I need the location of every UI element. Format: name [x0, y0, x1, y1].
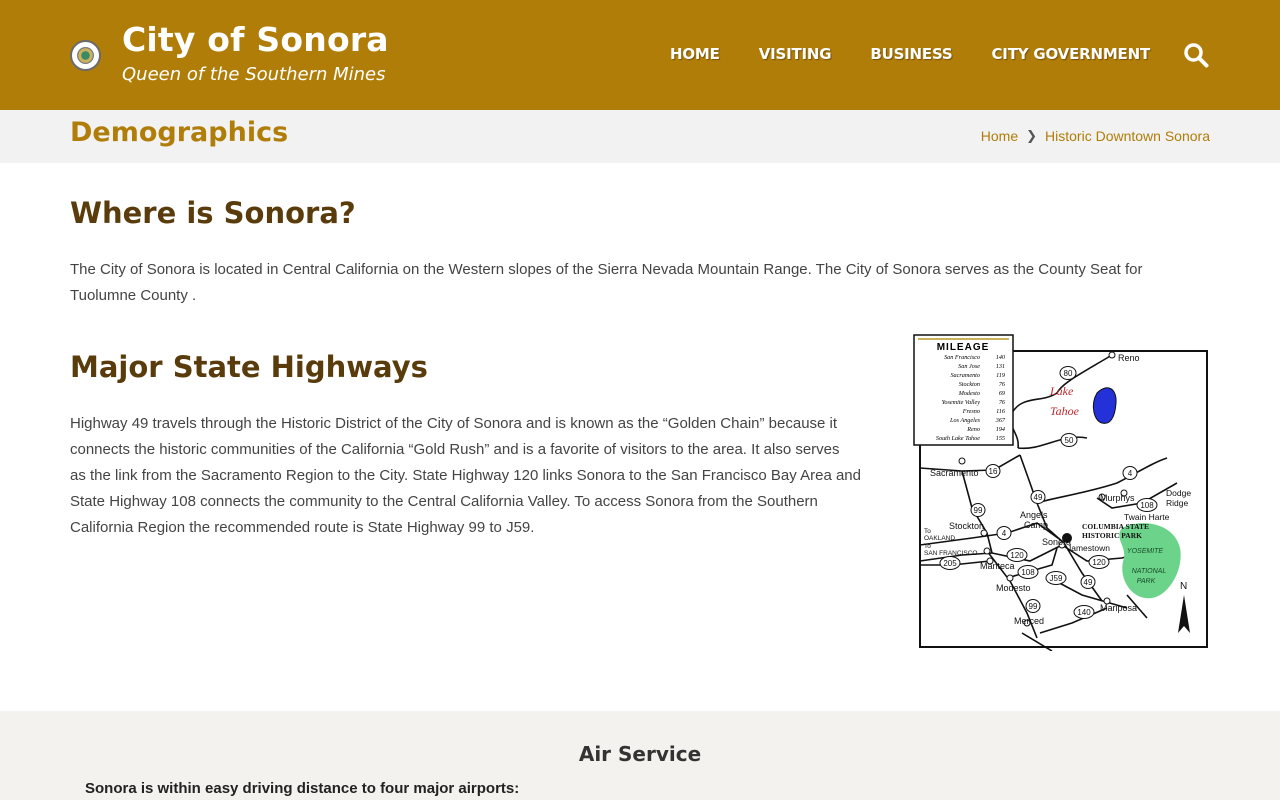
mileage-place: San Jose	[958, 363, 980, 370]
svg-text:120: 120	[1010, 551, 1024, 560]
air-service-subheading: Sonora is within easy driving distance to four major airports:	[85, 780, 520, 797]
map-label: To	[924, 528, 931, 535]
where-paragraph	[70, 257, 1143, 309]
city-seal-icon[interactable]	[70, 40, 101, 71]
mileage-place: South Lake Tahoe	[935, 435, 980, 442]
map-label: Modesto	[996, 583, 1031, 593]
mileage-miles: 131	[995, 363, 1005, 370]
breadcrumb	[981, 128, 1210, 144]
svg-text:50: 50	[1064, 436, 1074, 445]
highway-shield	[1081, 576, 1095, 589]
map-label: Mariposa	[1100, 603, 1138, 613]
mileage-miles: 194	[995, 426, 1005, 433]
chevron-right-icon: ❯	[1026, 128, 1038, 143]
map-label: Stockton	[949, 521, 985, 531]
map-label: COLUMBIA STATE	[1082, 522, 1150, 531]
svg-text:99: 99	[973, 506, 983, 515]
mileage-place: Stockton	[958, 381, 980, 388]
map-label: N	[1180, 581, 1188, 592]
highway-map	[912, 333, 1210, 651]
map-label: Murphys	[1100, 493, 1135, 503]
svg-text:140: 140	[1077, 608, 1091, 617]
map-label: Dodge	[1166, 488, 1192, 498]
mileage-miles: 140	[995, 354, 1005, 361]
map-label: NATIONAL	[1131, 568, 1167, 575]
highway-shield	[1061, 434, 1077, 447]
highway-shield	[1018, 566, 1038, 579]
mileage-miles: 367	[995, 417, 1005, 424]
where-line: The City of Sonora is located in Central California on the Western slopes of the Sierra Nevada Mountain Range. The City of Sonora serves as the County Seat for	[70, 261, 1143, 278]
svg-text:108: 108	[1021, 568, 1035, 577]
map-label: SAN FRANCISCO	[924, 550, 978, 557]
map-label: Camp	[1024, 520, 1049, 530]
map-label: Angels	[1020, 510, 1048, 520]
main-nav	[631, 45, 1150, 63]
page-title: Demographics	[70, 117, 289, 148]
svg-text:49: 49	[1033, 493, 1043, 502]
svg-text:4: 4	[1001, 529, 1007, 538]
highway-shield	[1026, 600, 1040, 613]
highway-shield	[1060, 367, 1076, 380]
mileage-place: San Francisco	[944, 354, 980, 361]
highway-shield	[1007, 549, 1027, 562]
map-label: Jamestown	[1067, 543, 1110, 553]
highway-shield	[997, 527, 1011, 540]
map-label: Twain Harte	[1124, 512, 1170, 522]
highways-heading: Major State Highways	[70, 350, 428, 384]
svg-text:80: 80	[1063, 369, 1073, 378]
mileage-miles: 69	[998, 390, 1005, 397]
svg-text:108: 108	[1140, 501, 1154, 510]
site-tagline: Queen of the Southern Mines	[122, 64, 386, 85]
nav-home[interactable]: HOME	[670, 45, 720, 63]
highway-shield	[986, 465, 1000, 478]
map-label: Sonora	[1042, 537, 1072, 547]
highways-line: State Highway 108 connects the community to the Central California Valley. To access Sonora from the Southern	[70, 493, 818, 510]
highway-shield	[971, 504, 985, 517]
mileage-miles: 116	[996, 408, 1005, 415]
site-title[interactable]: City of Sonora	[122, 20, 389, 59]
mileage-title: MILEAGE	[936, 342, 990, 353]
svg-text:99: 99	[1028, 602, 1038, 611]
map-label: Ridge	[1166, 498, 1189, 508]
map-label: HISTORIC PARK	[1082, 531, 1142, 540]
mileage-place: Fresno	[962, 408, 980, 415]
mileage-place: Reno	[967, 426, 980, 433]
where-heading: Where is Sonora?	[70, 196, 356, 230]
mileage-miles: 119	[996, 372, 1005, 379]
svg-text:J59: J59	[1049, 574, 1063, 583]
highways-line: as the link from the Sacramento Region to the City. State Highway 120 links Sonora to the San Francisco Bay Area and	[70, 467, 861, 484]
lake-tahoe-shape	[1093, 388, 1116, 424]
highway-shield	[1074, 606, 1094, 619]
mileage-place: Los Angeles	[950, 417, 980, 424]
air-service-heading: Air Service	[578, 742, 702, 766]
mileage-miles: 76	[998, 381, 1005, 388]
highway-shield	[1089, 556, 1109, 569]
highway-shield	[1137, 499, 1157, 512]
breadcrumb-home[interactable]: Home	[980, 128, 1019, 144]
nav-visiting[interactable]: VISITING	[758, 45, 832, 63]
svg-text:120: 120	[1092, 558, 1106, 567]
mileage-place: Yosemite Valley	[941, 399, 980, 406]
where-line: Tuolumne County .	[70, 287, 197, 304]
map-label: Reno	[1118, 353, 1140, 363]
highway-shield	[1031, 491, 1045, 504]
mileage-miles: 76	[998, 399, 1005, 406]
map-label: Lake	[1050, 384, 1074, 398]
nav-city-government[interactable]: CITY GOVERNMENT	[991, 45, 1150, 63]
nav-business[interactable]: BUSINESS	[870, 45, 953, 63]
map-label: To	[924, 543, 931, 550]
highways-line: Highway 49 travels through the Historic District of the City of Sonora and is known as the “Golden Chain” because it	[70, 415, 838, 432]
svg-text:205: 205	[943, 559, 957, 568]
highways-line: connects the historic communities of the California “Gold Rush” and is a favorite of visitors to the area. It also serves	[70, 441, 840, 458]
highway-shield	[1123, 467, 1137, 480]
search-icon[interactable]	[1183, 42, 1209, 68]
mileage-place: Modesto	[958, 390, 980, 397]
map-label: OAKLAND	[924, 535, 956, 542]
map-label: Sacramento	[930, 468, 979, 478]
highways-line: California Region the recommended route is State Highway 99 to J59.	[70, 519, 535, 536]
highway-shield	[940, 557, 960, 570]
mileage-miles: 155	[995, 435, 1005, 442]
highways-paragraph	[70, 411, 861, 541]
svg-text:16: 16	[988, 467, 998, 476]
map-label: Tahoe	[1050, 404, 1079, 418]
breadcrumb-current[interactable]: Historic Downtown Sonora	[1045, 128, 1210, 144]
site-header	[0, 0, 1280, 110]
svg-text:4: 4	[1127, 469, 1133, 478]
mileage-place: Sacramento	[950, 372, 980, 379]
map-label: Manteca	[980, 561, 1015, 571]
highway-shield	[1046, 572, 1066, 585]
map-label: PARK	[1136, 578, 1156, 585]
map-label: YOSEMITE	[1126, 548, 1164, 555]
svg-text:49: 49	[1083, 578, 1093, 587]
map-label: Merced	[1014, 616, 1045, 626]
